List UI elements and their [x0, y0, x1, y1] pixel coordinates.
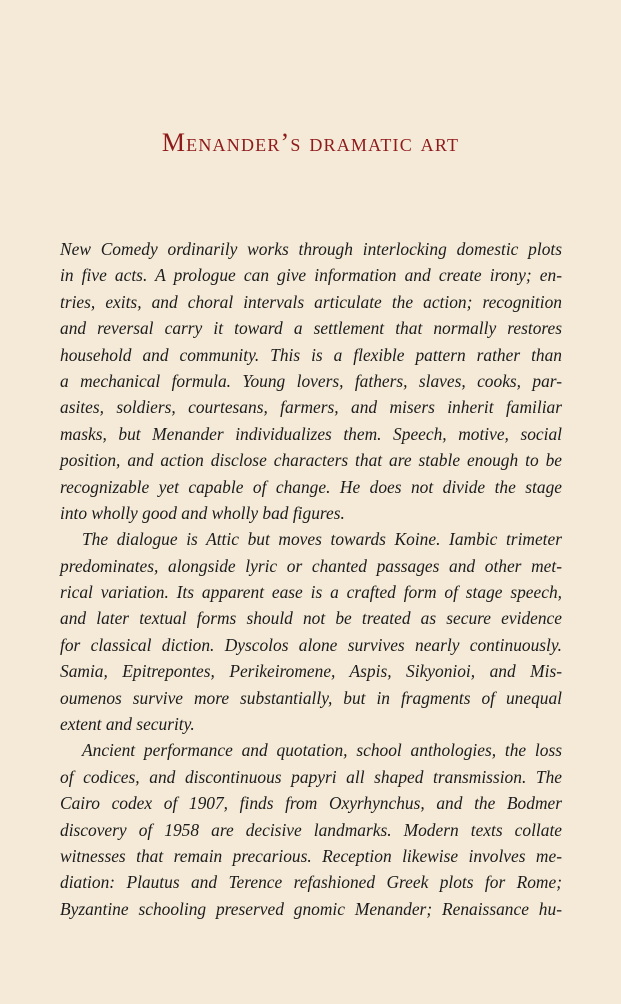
- text-line: position, and action disclose characters that are stable enough to be: [60, 450, 562, 471]
- text-line: The dialogue is Attic but moves towards Koine. Iambic trimeter: [82, 529, 562, 550]
- text-line: predominates, alongside lyric or chanted passages and other met-: [60, 555, 562, 576]
- text-line: New Comedy ordinarily works through interlocking domestic plots: [60, 239, 562, 259]
- text-line: recognizable yet capable of change. He does not divide the stage: [60, 476, 562, 497]
- text-line: discovery of 1958 are decisive landmarks. Modern texts collate: [60, 819, 562, 840]
- text-line: diation: Plautus and Terence refashioned Greek plots for Rome;: [60, 872, 562, 893]
- text-line: into wholly good and wholly bad figures.: [60, 502, 345, 523]
- text-line: household and community. This is a flexible pattern rather than: [60, 344, 562, 365]
- body-text: [60, 236, 562, 922]
- page-title: Menander’s dramatic art: [161, 128, 460, 157]
- text-line: Ancient performance and quotation, school anthologies, the loss: [82, 740, 562, 761]
- text-line: of codices, and discontinuous papyri all shaped transmission. The: [60, 766, 562, 787]
- text-line: a mechanical formula. Young lovers, fathers, slaves, cooks, par-: [60, 370, 562, 391]
- text-line: and later textual forms should not be treated as secure evidence: [60, 608, 562, 629]
- paragraph-3: [60, 737, 562, 922]
- text-line: Samia, Epitrepontes, Perikeiromene, Aspis, Sikyonioi, and Mis-: [60, 661, 562, 682]
- paragraph-1: [60, 236, 562, 526]
- text-line: in five acts. A prologue can give information and create irony; en-: [60, 265, 562, 286]
- text-line: asites, soldiers, courtesans, farmers, and misers inherit familiar: [60, 397, 562, 418]
- paragraph-2: [60, 526, 562, 737]
- text-line: extent and security.: [60, 714, 195, 735]
- text-line: for classical diction. Dyscolos alone survives nearly continuously.: [60, 634, 562, 655]
- text-line: and reversal carry it toward a settlement that normally restores: [60, 318, 562, 339]
- text-line: rical variation. Its apparent ease is a crafted form of stage speech,: [60, 582, 562, 603]
- text-line: Cairo codex of 1907, finds from Oxyrhynchus, and the Bodmer: [60, 793, 562, 814]
- text-line: tries, exits, and choral intervals articulate the action; recognition: [60, 291, 562, 312]
- text-line: oumenos survive more substantially, but in fragments of unequal: [60, 687, 562, 708]
- text-line: masks, but Menander individualizes them. Speech, motive, social: [60, 423, 562, 444]
- text-line: Byzantine schooling preserved gnomic Menander; Renaissance hu-: [60, 898, 562, 919]
- text-line: witnesses that remain precarious. Reception likewise involves me-: [60, 845, 562, 866]
